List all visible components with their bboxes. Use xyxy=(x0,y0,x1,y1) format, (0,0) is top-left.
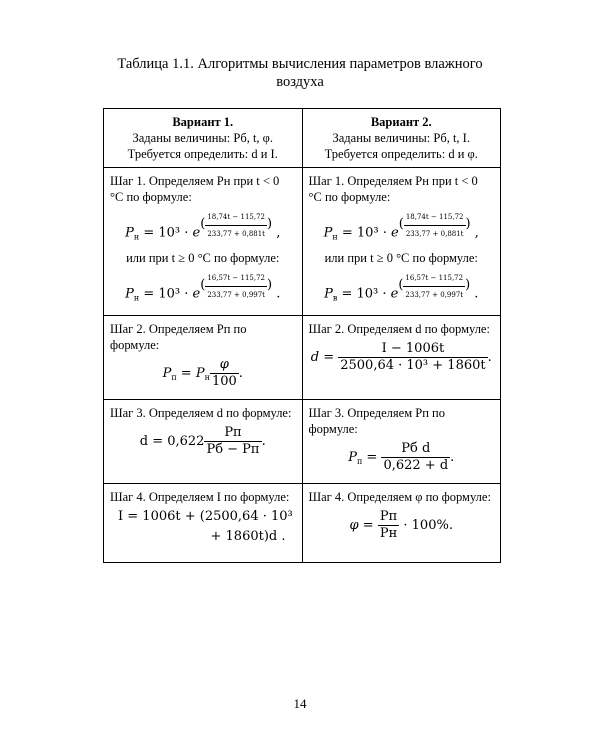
header-variant-2 xyxy=(302,109,501,168)
pp3-num: Pб d xyxy=(381,441,450,458)
formula-pn-negative: $P_н = 10^3 \cdot e$( $\frac{18,74t - 115,72}{233,77 + 0,881t}$ ) , xyxy=(110,209,296,246)
page-number: 14 xyxy=(293,696,307,711)
step-2-row xyxy=(104,316,501,400)
variant-1-find: Требуется определить: d и I. xyxy=(127,147,278,161)
phi-num: Pп xyxy=(379,509,398,524)
variant-2-given: Заданы величины: Pб, t, I. xyxy=(332,131,470,145)
step-1-right-or: или при t ≥ 0 °С по формуле: xyxy=(324,250,478,265)
step-2-left-text: Шаг 2. Определяем Pп по формуле: xyxy=(110,322,247,352)
formula-pn-negative-2: $P_н = 10^3 \cdot e$( $\frac{18,74t - 115,72}{233,77 + 0,881t}$ ) , xyxy=(309,209,495,246)
step-1-row xyxy=(104,168,501,316)
variant-1-given: Заданы величины: Pб, t, φ. xyxy=(132,131,274,145)
formula-phi: φ = $\frac{Pп}{Pн}$ · 100%. xyxy=(349,509,453,541)
formula-i-line-1: I = 1006t + (2500,64 · 10³ xyxy=(118,509,293,524)
d-coef: d = 0,622 xyxy=(139,434,205,449)
formula-pn-positive-2: $P_в = 10^3 \cdot e$( $\frac{16,57t - 115,72}{233,77 + 0,997t}$ ) . xyxy=(309,270,495,307)
exp-den-1: 233,77 + 0,881t xyxy=(207,230,265,238)
step-2-right xyxy=(302,316,501,400)
pp3-den: 0,622 + d xyxy=(383,458,449,473)
exp-den-2: 233,77 + 0,997t xyxy=(207,290,265,299)
pp-num: φ xyxy=(210,357,239,374)
formula-d: d = 0,622 $\frac{Pп}{Pб - Pп}$ . xyxy=(139,425,266,457)
step-2-left xyxy=(104,316,303,400)
exp-den-3: 233,77 + 0,881t xyxy=(405,230,464,238)
header-row xyxy=(104,109,501,168)
variant-2-find: Требуется определить: d и φ. xyxy=(324,147,478,161)
step-1-left-or: или при t ≥ 0 °С по формуле: xyxy=(126,250,280,265)
step-1-right-text: Шаг 1. Определяем Pн при t < 0 °С по формуле: xyxy=(308,174,478,204)
step-3-right-text: Шаг 3. Определяем Pп по формуле: xyxy=(308,406,445,436)
step-2-right-text: Шаг 2. Определяем d по формуле: xyxy=(308,322,490,336)
formula-d-from-i: d = $\frac{I - 1006t}{\text{2500,64 · 10³ + 1860t}}$ . xyxy=(310,341,492,373)
step-3-left-text: Шаг 3. Определяем d по формуле: xyxy=(110,406,292,420)
step-4-row xyxy=(104,484,501,563)
step-4-right xyxy=(302,484,501,563)
step-4-right-text: Шаг 4. Определяем φ по формуле: xyxy=(308,490,491,504)
step-1-left xyxy=(104,168,303,316)
formula-pp-from-d: $P_п$ = $\frac{\text{Pб d}}{0,622 + d}$ . xyxy=(348,441,455,473)
formula-i-line-2: + 1860t)d . xyxy=(210,529,286,544)
step-4-left xyxy=(104,484,303,563)
d3-den: Pб − Pп xyxy=(206,442,260,457)
d-num: I − 1006t xyxy=(338,341,487,358)
d-den: 2500,64 · 10³ + 1860t xyxy=(340,358,486,373)
exp-num-2: 16,57t − 115,72 xyxy=(205,270,267,287)
pp-den: 100 xyxy=(211,374,237,389)
step-3-left xyxy=(104,400,303,484)
step-1-left-text: Шаг 1. Определяем Pн при t < 0 °С по формуле: xyxy=(110,174,280,204)
algorithms-table xyxy=(103,108,501,563)
variant-2-title: Вариант 2. xyxy=(370,115,432,129)
step-4-left-text: Шаг 4. Определяем I по формуле: xyxy=(110,490,290,504)
d3-num: Pп xyxy=(204,425,261,442)
step-1-right xyxy=(302,168,501,316)
table-caption: Таблица 1.1. Алгоритмы вычисления параметров влажного воздуха xyxy=(117,56,483,90)
header-variant-1 xyxy=(104,109,303,168)
phi-tail: · 100%. xyxy=(403,518,453,533)
step-3-row xyxy=(104,400,501,484)
formula-pp: $P_п = P_н$ $\frac{\varphi}{100}$ . xyxy=(162,357,243,389)
phi-den: Pн xyxy=(379,526,398,541)
exp-num-3: 18,74t − 115,72 xyxy=(404,209,466,226)
exp-num-1: 18,74t − 115,72 xyxy=(205,209,267,226)
variant-1-title: Вариант 1. xyxy=(172,115,234,129)
exp-num-4: 16,57t − 115,72 xyxy=(403,270,465,287)
step-3-right xyxy=(302,400,501,484)
exp-den-4: 233,77 + 0,997t xyxy=(405,290,464,299)
formula-pn-positive: $P_н = 10^3 \cdot e$( $\frac{16,57t - 115,72}{233,77 + 0,997t}$ ) . xyxy=(110,270,296,307)
